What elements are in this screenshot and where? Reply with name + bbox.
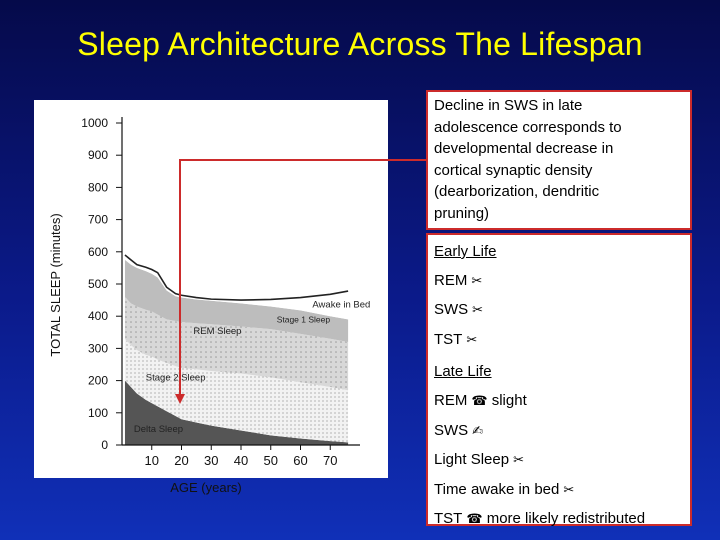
area-label: Delta Sleep bbox=[133, 424, 184, 436]
scissors-icon: ✂ bbox=[513, 453, 524, 469]
y-tick-label: 700 bbox=[87, 212, 108, 227]
x-tick-label: 20 bbox=[174, 453, 189, 468]
scissors-icon: ✂ bbox=[472, 303, 484, 319]
item-label: REM bbox=[434, 271, 468, 289]
area-label: Awake in Bed bbox=[312, 299, 371, 311]
chart-svg bbox=[34, 100, 388, 495]
sleep-chart bbox=[34, 100, 388, 495]
callout-line: Decline in SWS in late bbox=[434, 97, 583, 114]
y-tick-label: 400 bbox=[87, 309, 108, 324]
summary-box bbox=[426, 233, 692, 526]
page-title: Sleep Architecture Across The Lifespan bbox=[77, 26, 643, 62]
late-life-heading: Late Life bbox=[434, 363, 492, 381]
callout-line: (dearborization, dendritic bbox=[434, 183, 600, 201]
writing-hand-icon: ✍ bbox=[472, 423, 484, 439]
area-label: REM Sleep bbox=[193, 325, 242, 337]
early-life-heading: Early Life bbox=[434, 243, 497, 260]
y-axis-label: TOTAL SLEEP (minutes) bbox=[48, 213, 63, 357]
y-tick-label: 0 bbox=[101, 438, 108, 452]
item-note: slight bbox=[491, 391, 527, 409]
list-item bbox=[434, 449, 684, 472]
area-label: Stage 1 Sleep bbox=[276, 314, 331, 325]
item-label: SWS bbox=[434, 301, 469, 319]
y-tick-label: 900 bbox=[87, 148, 108, 163]
telephone-icon: ☎ bbox=[471, 393, 488, 409]
area-label: Stage 2 Sleep bbox=[145, 372, 206, 384]
x-tick-label: 10 bbox=[144, 453, 159, 468]
item-label: TST bbox=[434, 330, 463, 348]
y-tick-label: 200 bbox=[87, 373, 108, 388]
y-tick-label: 100 bbox=[87, 405, 108, 420]
list-item bbox=[434, 420, 684, 443]
list-item bbox=[434, 270, 684, 293]
callout-line: cortical synaptic density bbox=[434, 161, 593, 179]
item-label: REM bbox=[434, 391, 468, 409]
callout-line: pruning) bbox=[434, 204, 490, 222]
scissors-icon: ✂ bbox=[471, 273, 483, 289]
x-tick-label: 70 bbox=[323, 453, 338, 468]
y-tick-label: 600 bbox=[87, 244, 108, 259]
telephone-icon: ☎ bbox=[466, 512, 483, 528]
item-label: Light Sleep bbox=[434, 451, 510, 469]
y-tick-label: 300 bbox=[87, 341, 108, 356]
list-item bbox=[434, 479, 684, 502]
item-label: Time awake in bed bbox=[434, 480, 560, 498]
y-tick-label: 500 bbox=[87, 277, 108, 291]
item-label: TST bbox=[434, 510, 463, 528]
x-tick-label: 30 bbox=[204, 453, 219, 468]
callout-line: developmental decrease in bbox=[434, 140, 614, 158]
callout-line: adolescence corresponds to bbox=[434, 118, 622, 136]
item-note: more likely redistributed bbox=[486, 510, 646, 528]
x-tick-label: 40 bbox=[233, 453, 249, 468]
list-item bbox=[434, 299, 684, 322]
scissors-icon: ✂ bbox=[466, 332, 478, 348]
x-tick-label: 50 bbox=[263, 453, 278, 468]
scissors-icon: ✂ bbox=[563, 482, 575, 498]
area-layers bbox=[125, 255, 348, 445]
list-item bbox=[434, 390, 684, 413]
item-label: SWS bbox=[434, 421, 469, 439]
x-axis-label: AGE (years) bbox=[170, 480, 242, 495]
x-tick-label: 60 bbox=[293, 453, 308, 468]
list-item bbox=[434, 508, 684, 531]
y-tick-label: 800 bbox=[87, 180, 108, 195]
list-item bbox=[434, 329, 684, 352]
y-tick-label: 1000 bbox=[81, 116, 108, 130]
callout-box bbox=[426, 90, 692, 230]
